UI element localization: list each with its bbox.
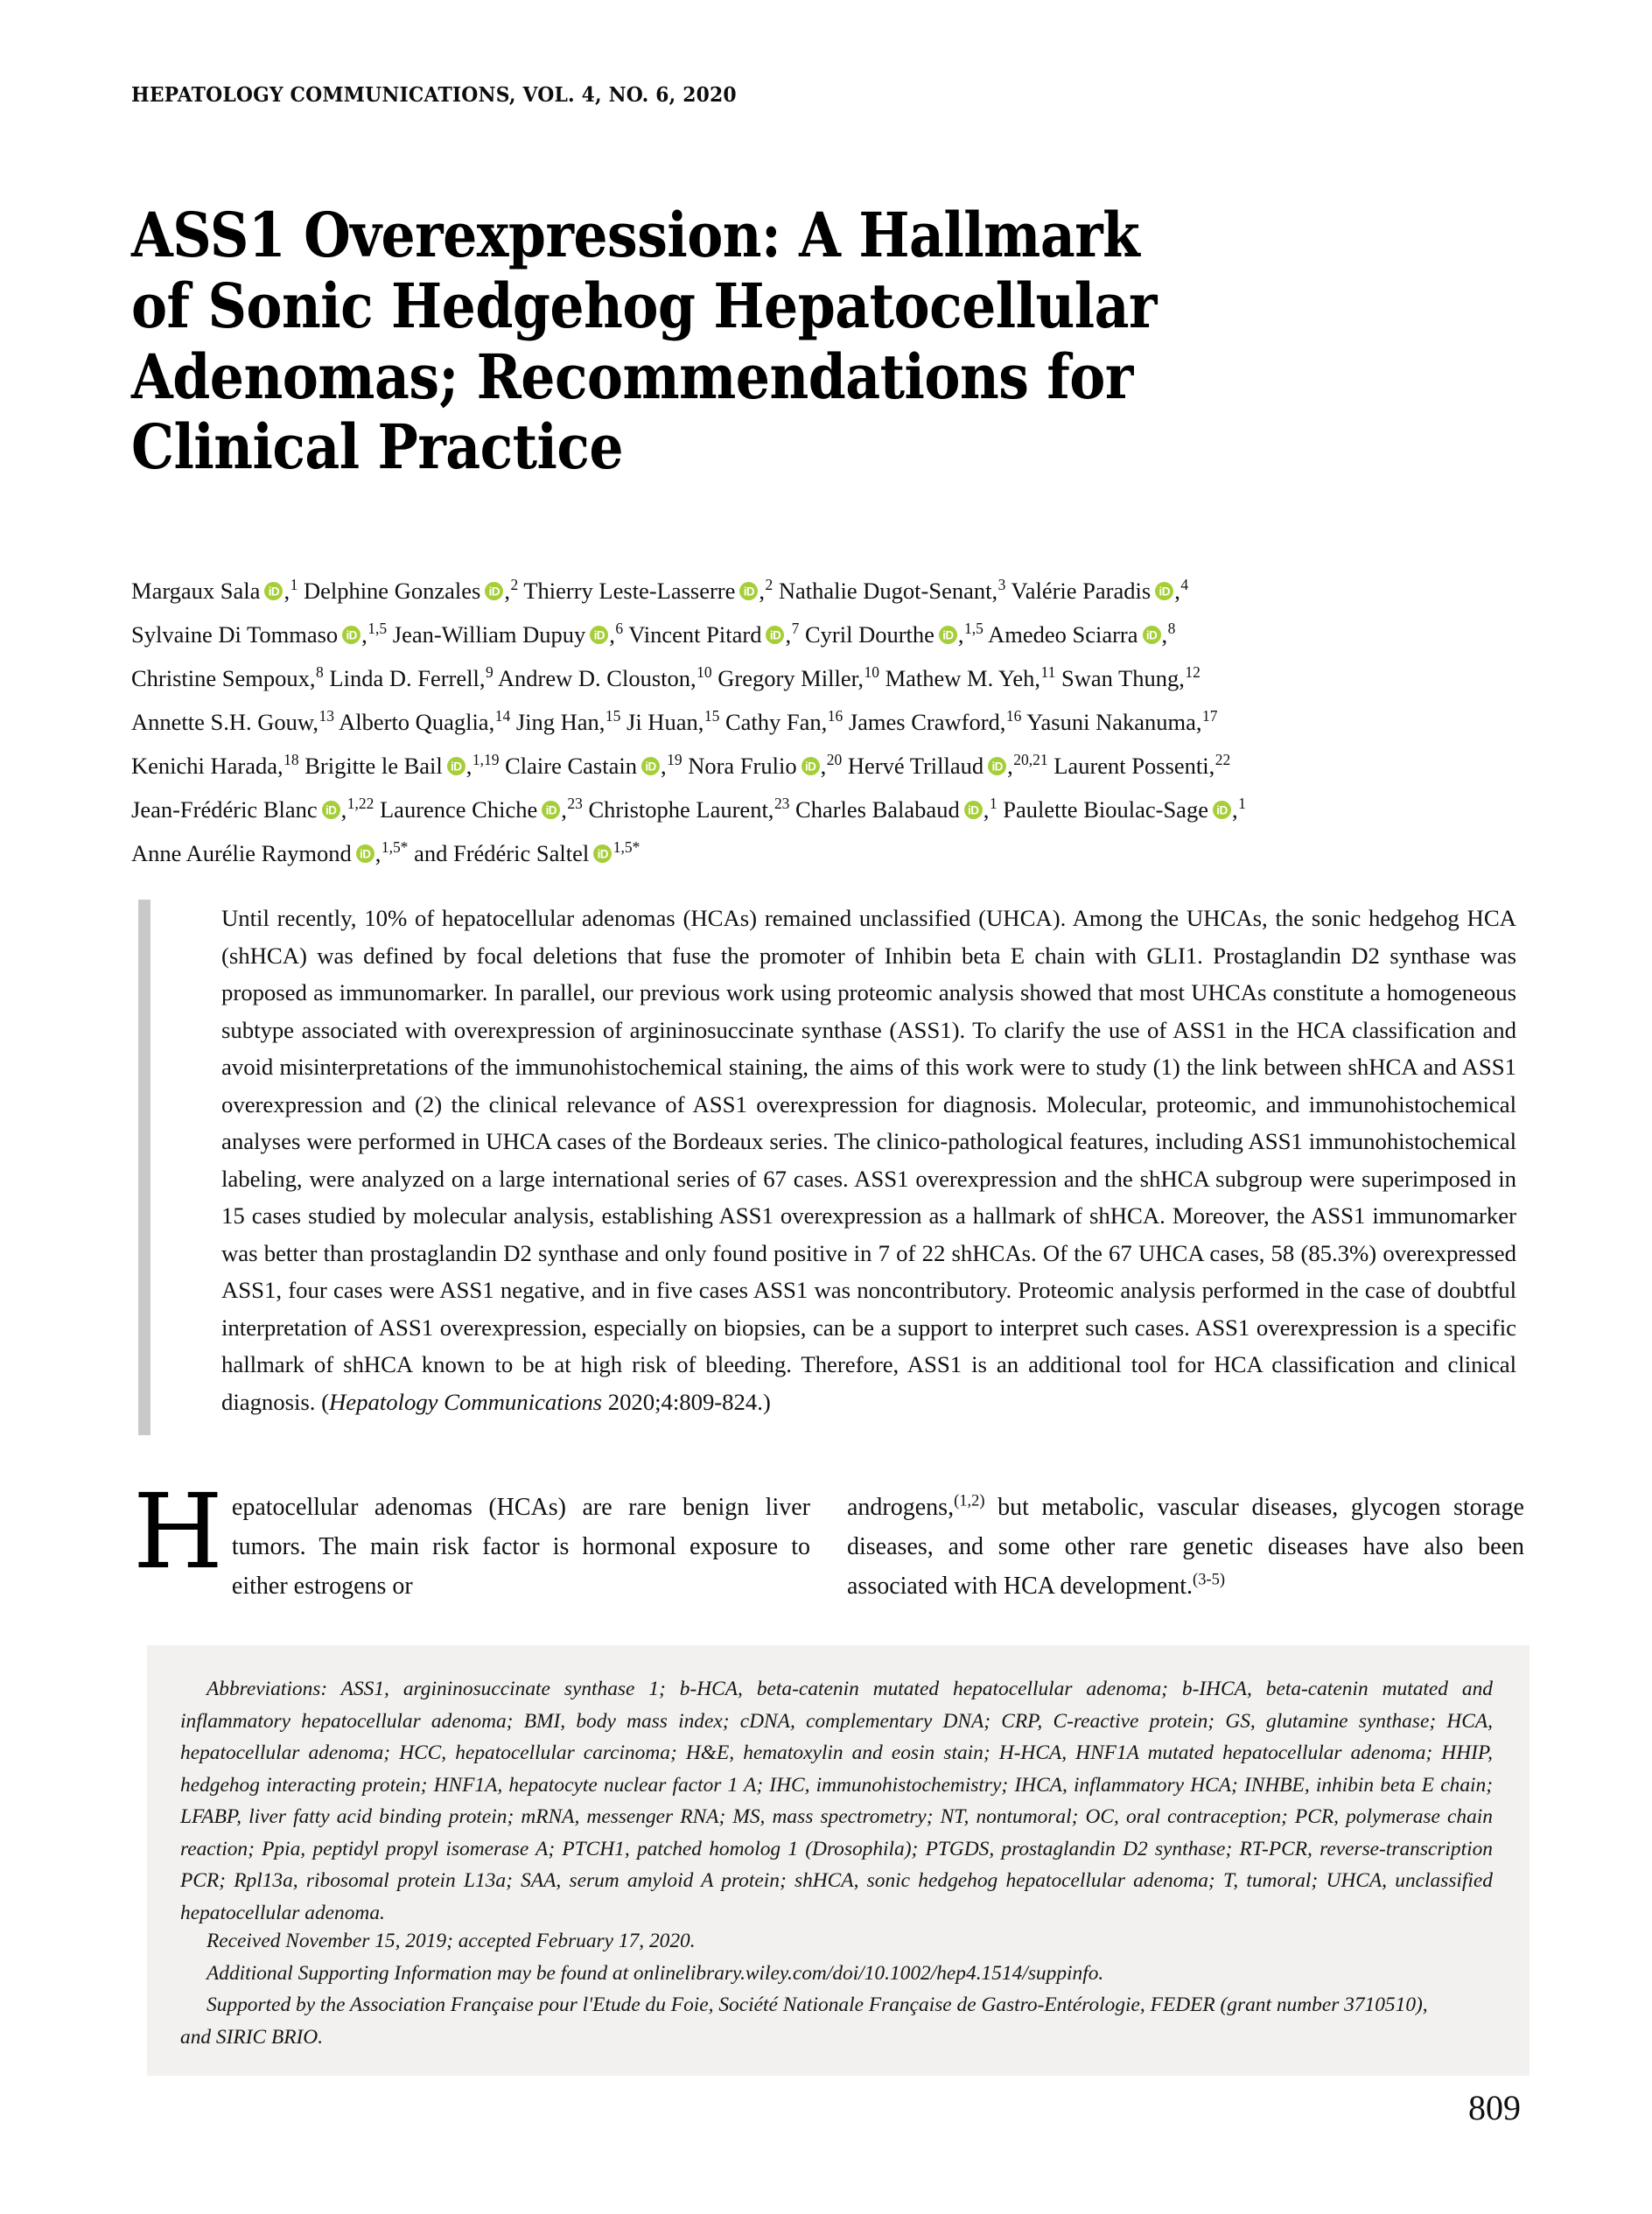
running-head: HEPATOLOGY COMMUNICATIONS, VOL. 4, NO. 6, 2020 [131,82,737,107]
abbreviations-body: ASS1, argininosuccinate synthase 1; b-HCA, beta-catenin mutated hepatocellular adenoma; b-IHCA, beta-catenin mutated and inflammatory hepatocellular adenoma; BMI, body mass index; cDNA, complementary DNA; CRP, C-reactive protein; GS, glutamine synthase; HCA, hepatocellular adenoma; HCC, hepatocellular carcinoma; H&E, hematoxylin and eosin stain; H-HCA, HNF1A mutated hepatocellular adenoma; HHIP, hedgehog interacting protein; HNF1A, hepatocyte nuclear factor 1 A; IHC, immunohistochemistry; IHCA, inflammatory HCA; INHBE, inhibin beta E chain; LFABP, liver fatty acid binding protein; mRNA, messenger RNA; MS, mass spectrometry; NT, nontumoral; OC, oral contraception; PCR, polymerase chain reaction; Ppia, peptidyl propyl isomerase A; PTCH1, patched homolog 1 (Drosophila); PTGDS, prostaglandin D2 synthase; RT-PCR, reverse-transcription PCR; Rpl13a, ribosomal protein L13a; SAA, serum amyloid A protein; shHCA, sonic hedgehog hepatocellular adenoma; T, tumoral; UHCA, unclassified hepatocellular adenoma. [180,1678,1493,1924]
author-name: Delphine Gonzales [303,578,481,604]
author-line-1: Margaux Sala iD ,$^1$ Delphine Gonzales iD ,$^2$ Thierry Leste-Lasserre iD ,$^2$ Nathalie Dugot-Senant,$^3$ Valérie Paradis iD ,$^4$ [131,569,1531,613]
author-name: Paulette Bioulac-Sage [1003,796,1208,823]
body-column-left [133,1471,810,1606]
orcid-icon[interactable] [964,801,983,819]
orcid-icon[interactable] [264,582,283,600]
author-name: James Crawford, [848,709,1006,735]
orcid-icon[interactable] [988,757,1006,775]
supporting-information-note: Additional Supporting Information may be found at onlinelibrary.wiley.com/doi/10.1002/hep4.1514/suppinfo. [206,1961,1104,1985]
author-name: Mathew M. Yeh, [885,665,1041,691]
author-name: Margaux Sala [131,578,261,604]
affiliation-marker: 8 [316,663,324,682]
affiliation-marker: 1,5* [381,838,409,857]
author-name: Nora Frulio [688,753,797,779]
author-name: Christine Sempoux, [131,665,316,691]
author-name: Ji Huan, [626,709,704,735]
orcid-icon[interactable] [485,582,503,600]
body-text-right-b: but metabolic, vascular diseases, glycogen storage diseases, and some other rare genetic diseases have also been associated with HCA development. [847,1494,1524,1600]
body-column-right [847,1488,1524,1606]
affiliation-marker: 2 [510,576,519,594]
orcid-icon[interactable] [590,626,608,644]
body-columns [133,1471,1524,1606]
orcid-icon[interactable] [593,844,612,863]
body-text-right-a: androgens, [847,1494,955,1521]
abstract-citation-numbers: 2020;4:809-824.) [602,1388,771,1415]
funding-note-line-1: Supported by the Association Française pour l'Etude du Foie, Société Nationale Française de Gastro-Entérologie, FEDER (grant number 3710510), [206,1993,1428,2016]
orcid-icon[interactable] [739,582,758,600]
title-line-4: Clinical Practice [131,410,624,484]
affiliation-marker: 10 [864,663,879,682]
received-note: Received November 15, 2019; accepted February 17, 2020. [206,1930,696,1952]
author-name: Anne Aurélie Raymond [131,840,352,866]
orcid-icon[interactable] [766,626,784,644]
affiliation-marker: 17 [1202,707,1218,725]
author-name: Cathy Fan, [724,709,828,735]
author-name: Linda D. Ferrell, [329,665,486,691]
author-name: Laurent Possenti, [1054,753,1215,779]
affiliation-marker: 11 [1040,663,1056,682]
abstract-journal-citation: Hepatology Communications [328,1388,603,1415]
author-name: Cyril Dourthe [804,621,934,648]
author-name: Kenichi Harada, [131,753,284,779]
author-name: Nathalie Dugot-Senant, [778,578,998,604]
author-name: Yasuni Nakanuma, [1026,709,1202,735]
orcid-icon[interactable] [1143,626,1161,644]
drop-cap: H [133,1471,223,1592]
title-line-1: ASS1 Overexpression: A Hallmark [131,198,1140,271]
author-name: Christophe Laurent, [588,796,774,823]
page-title [131,200,1225,483]
author-line-2: Sylvaine Di Tommaso iD ,$^{1,5}$ Jean-William Dupuy iD ,$^6$ Vincent Pitard iD ,$^7$ Cyril Dourthe iD ,$^{1,5}$ Amedeo Sciarra iD ,$^8$ [131,613,1531,656]
abstract-accent-bar [138,900,150,1435]
author-line-3 [131,656,1531,700]
author-name: Jing Han, [515,709,606,735]
affiliation-marker: 7 [791,620,800,638]
author-name: Brigitte le Bail [304,753,443,779]
orcid-icon[interactable] [802,757,820,775]
abstract-body: Until recently, 10% of hepatocellular adenomas (HCAs) remained unclassified (UHCA). Among the UHCAs, the sonic hedgehog HCA (shHCA) was defined by focal deletions that fuse the promoter of Inhibin beta E chain with GLI1. Prostaglandin D2 synthase was proposed as immunomarker. In parallel, our previous work using proteomic analysis showed that most UHCAs constitute a homogeneous subtype associated with overexpression of argininosuccinate synthase (ASS1). To clarify the use of ASS1 in the HCA classification and avoid misinterpretations of the immunohistochemical staining, the aims of this work were to study (1) the link between shHCA and ASS1 overexpression and (2) the clinical relevance of ASS1 overexpression for diagnosis. Molecular, proteomic, and immunohistochemical analyses were performed in UHCA cases of the Bordeaux series. The clinico-pathological features, including ASS1 immunohistochemical labeling, were analyzed on a large international series of 67 cases. ASS1 overexpression and the shHCA subgroup were superimposed in 15 cases studied by molecular analysis, establishing ASS1 overexpression as a hallmark of shHCA. Moreover, the ASS1 immunomarker was better than prostaglandin D2 synthase and only found positive in 7 of 22 shHCAs. Of the 67 UHCA cases, 58 (85.3%) overexpressed ASS1, four cases were ASS1 negative, and in five cases ASS1 was noncontributory. Proteomic analysis performed in the case of doubtful interpretation of ASS1 overexpression, especially on biopsies, can be a support to interpret such cases. ASS1 overexpression is a specific hallmark of shHCA known to be at high risk of bleeding. Therefore, ASS1 is an additional tool for HCA classification and clinical diagnosis. ( [221,905,1516,1415]
author-name: Laurence Chiche [380,796,538,823]
affiliation-marker: 8 [1167,620,1176,638]
author-name: Frédéric Saltel [452,840,590,866]
author-line-6: Jean-Frédéric Blanc iD ,$^{1,22}$ Laurence Chiche iD ,$^{23}$ Christophe Laurent,$^{23}$ Charles Balabaud iD ,$^1$ Paulette Bioulac-Sage iD ,$^1$ [131,788,1531,831]
orcid-icon[interactable] [939,626,957,644]
affiliation-marker: 1 [1238,795,1246,813]
affiliation-marker: 16 [827,707,844,725]
page-number: 809 [1468,2088,1521,2127]
author-list [131,569,1531,875]
orcid-icon[interactable] [342,626,360,644]
author-line-4 [131,700,1531,744]
affiliation-marker: 23 [567,795,583,813]
affiliation-marker: 23 [774,795,790,813]
affiliation-marker: 1,5 [964,620,984,638]
affiliation-marker: 9 [486,663,494,682]
affiliation-marker: 14 [494,707,511,725]
author-line-7: Anne Aurélie Raymond iD ,$^{1,5*}$ and Frédéric Saltel iD $^{1,5*}$ [131,831,1531,875]
author-name: Claire Castain [505,753,637,779]
affiliation-marker: 1,19 [472,751,500,769]
author-name: Valérie Paradis [1011,578,1152,604]
orcid-icon[interactable] [447,757,466,775]
affiliation-marker: 15 [605,707,621,725]
orcid-icon[interactable] [542,801,560,819]
author-name: Jean-William Dupuy [392,621,586,648]
body-text-left: epatocellular adenomas (HCAs) are rare benign liver tumors. The main risk factor is hormonal exposure to either estrogens or [231,1494,810,1600]
title-line-3: Adenomas; Recommendations for [131,340,1133,413]
author-name: Charles Balabaud [795,796,960,823]
publication-notes [180,1925,1493,2053]
orcid-icon[interactable] [1155,582,1173,600]
orcid-icon[interactable] [356,844,374,863]
author-line-5: Kenichi Harada,$^{18}$ Brigitte le Bail iD ,$^{1,19}$ Claire Castain iD ,$^{19}$ Nora Frulio iD ,$^{20}$ Hervé Trillaud iD ,$^{20,21}$ Laurent Possenti,$^{22}$ [131,744,1531,788]
author-name: Alberto Quaglia, [339,709,495,735]
orcid-icon[interactable] [641,757,660,775]
author-name: Vincent Pitard [628,621,762,648]
abstract-section [138,900,1530,1420]
affiliation-marker: 4 [1180,576,1189,594]
affiliation-marker: 6 [615,620,624,638]
orcid-icon[interactable] [1213,801,1231,819]
author-name: Jean-Frédéric Blanc [131,796,318,823]
affiliation-marker: 2 [765,576,774,594]
affiliation-marker: 15 [704,707,720,725]
author-name: Hervé Trillaud [847,753,984,779]
author-name: Amedeo Sciarra [988,621,1138,648]
affiliation-marker: 1,22 [346,795,374,813]
affiliation-marker: 1,5* [612,838,640,857]
reference-marker[interactable]: (3-5) [1193,1570,1225,1588]
conjunction: and [414,840,448,866]
abbreviations-label: Abbreviations: [206,1678,328,1700]
affiliation-marker: 20 [826,751,843,769]
affiliation-marker: 22 [1214,751,1231,769]
affiliation-marker: 1 [290,576,298,594]
author-name: Gregory Miller, [718,665,864,691]
abstract-text [221,900,1516,1420]
author-name: Sylvaine Di Tommaso [131,621,339,648]
affiliation-marker: 1 [989,795,998,813]
author-name: Andrew D. Clouston, [497,665,696,691]
reference-marker[interactable]: (1,2) [954,1491,985,1510]
affiliation-marker: 3 [998,576,1006,594]
affiliation-marker: 18 [284,751,299,769]
affiliation-marker: 19 [667,751,682,769]
abbreviations-note [180,1673,1493,1929]
affiliation-marker: 20,21 [1013,751,1048,769]
funding-note-line-2: and SIRIC BRIO. [180,2025,324,2049]
title-line-2: of Sonic Hedgehog Hepatocellular [131,269,1157,342]
affiliation-marker: 12 [1185,663,1200,682]
affiliation-marker: 16 [1005,707,1022,725]
author-name: Annette S.H. Gouw, [131,709,318,735]
affiliation-marker: 13 [318,707,334,725]
author-name: Swan Thung, [1060,665,1185,691]
affiliation-marker: 10 [696,663,712,682]
orcid-icon[interactable] [322,801,340,819]
affiliation-marker: 1,5 [368,620,388,638]
footnote-panel [147,1645,1530,2076]
author-name: Thierry Leste-Lasserre [523,578,736,604]
